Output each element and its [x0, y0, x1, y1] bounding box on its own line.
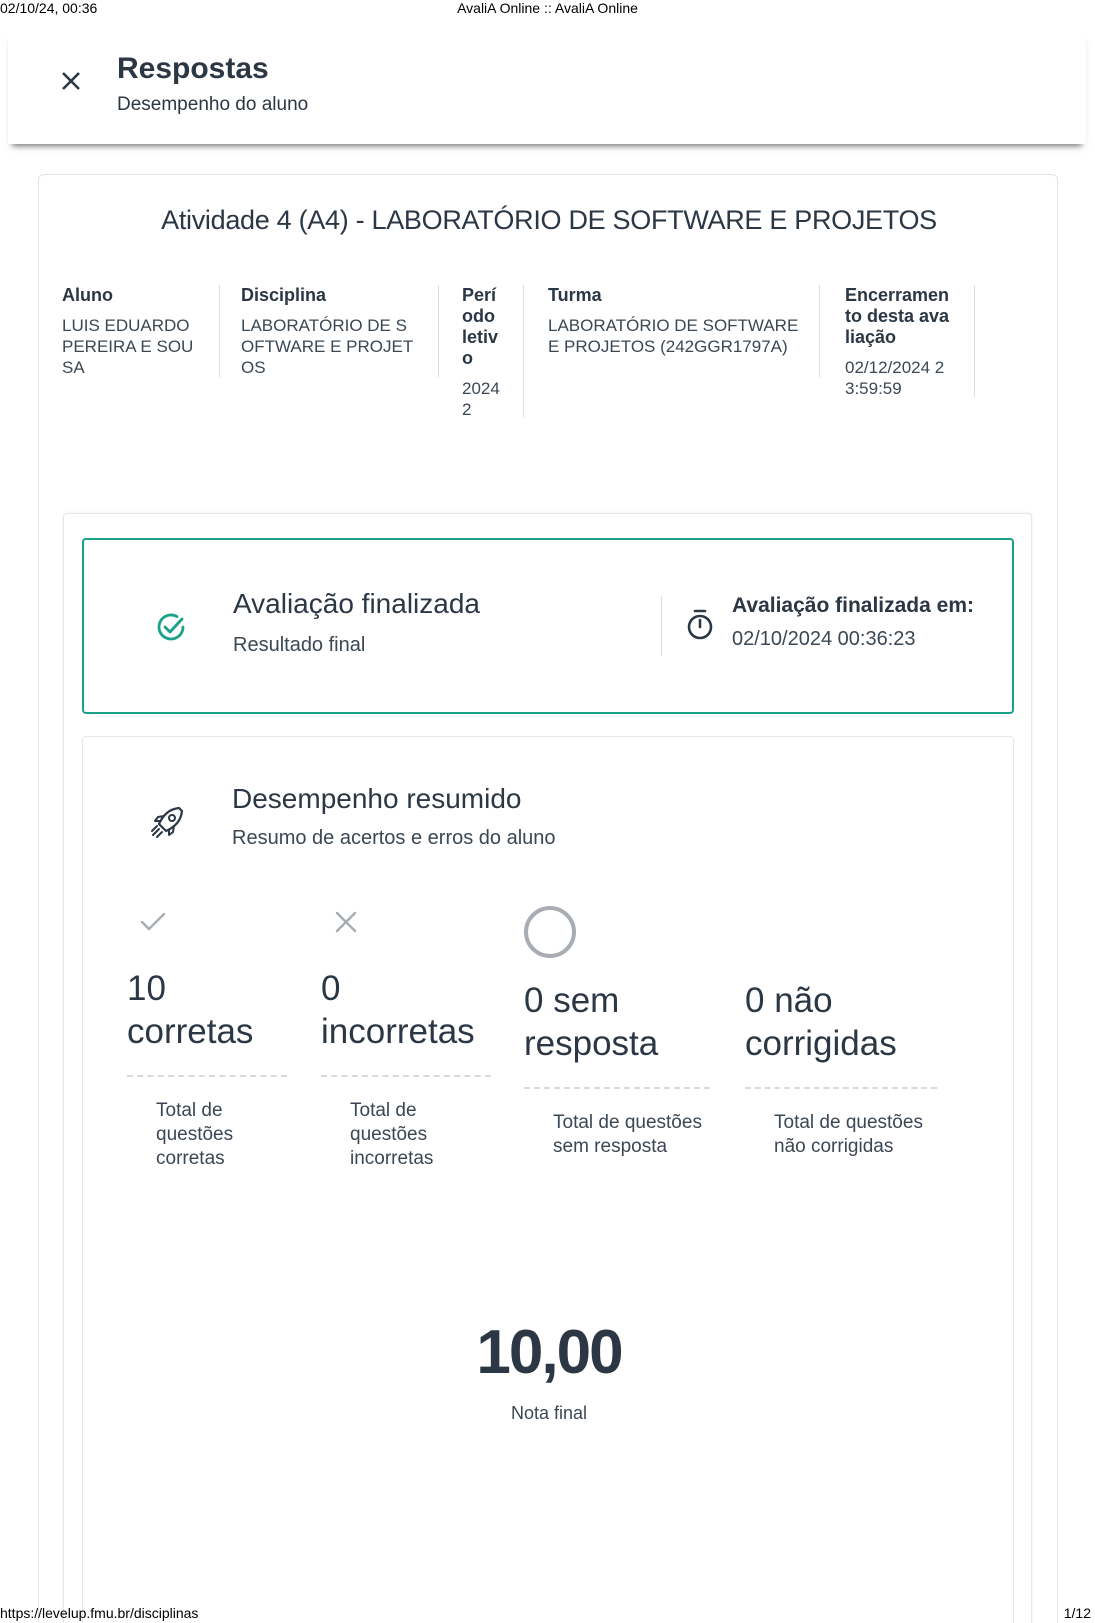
finished-value: 02/10/2024 00:36:23: [732, 628, 916, 650]
info-aluno: [62, 285, 220, 377]
stat-divider: [321, 1075, 491, 1077]
info-periodo: [462, 285, 524, 417]
info-label: Encerramento desta avaliação: [845, 285, 950, 347]
stat-correct-desc: Total de questões corretas: [156, 1100, 234, 1169]
info-disciplina: [241, 285, 439, 377]
close-button[interactable]: [54, 64, 88, 98]
info-label: Aluno: [62, 285, 113, 305]
info-value: 02/12/2024 23:59:59: [845, 358, 945, 398]
summary-card: [82, 736, 1014, 1623]
print-footer: [0, 1603, 1095, 1623]
status-card: [82, 538, 1014, 714]
stat-incorrect-desc: Total de questões incorretas: [350, 1100, 434, 1169]
info-value: LUIS EDUARDO PEREIRA E SOUSA: [62, 316, 194, 377]
stat-divider: [745, 1087, 937, 1089]
stat-uncorrected-value: 0 não corrigidas: [745, 981, 897, 1063]
info-label: Período letivo: [462, 285, 499, 368]
activity-card: [38, 174, 1058, 1623]
status-subtitle: Resultado final: [233, 634, 366, 656]
stat-unanswered-value: 0 sem resposta: [524, 981, 659, 1063]
info-value: LABORATÓRIO DE SOFTWARE E PROJETOS: [241, 316, 414, 377]
print-page-number: 1/12: [1063, 1605, 1091, 1621]
page-subtitle: Desempenho do aluno: [117, 94, 309, 115]
info-label: Disciplina: [241, 285, 327, 305]
print-header: [0, 0, 1095, 18]
summary-title: Desempenho resumido: [232, 783, 522, 814]
print-datetime: 02/10/24, 00:36: [0, 0, 98, 16]
finished-label: Avaliação finalizada em:: [732, 594, 974, 617]
info-encerramento: [845, 285, 975, 397]
stat-uncorrected-desc: Total de questões não corrigidas: [774, 1112, 923, 1157]
circle-icon: [523, 905, 577, 959]
top-bar: [8, 30, 1086, 144]
final-grade-label: Nota final: [510, 1403, 588, 1423]
stat-divider: [524, 1087, 710, 1089]
check-circle-icon: [154, 610, 188, 644]
rocket-icon: [149, 803, 187, 841]
final-grade: 10,00: [476, 1318, 622, 1387]
status-divider: [661, 596, 662, 656]
cross-icon: [331, 907, 361, 937]
print-title: AvaliA Online :: AvaliA Online: [457, 0, 638, 16]
info-label: Turma: [548, 285, 602, 305]
print-url: https://levelup.fmu.br/disciplinas: [0, 1605, 199, 1621]
activity-title: Atividade 4 (A4) - LABORATÓRIO DE SOFTWARE E PROJETOS: [161, 205, 937, 235]
stat-divider: [127, 1075, 287, 1077]
status-title: Avaliação finalizada: [233, 588, 480, 619]
stat-correct-value: 10 corretas: [127, 969, 254, 1051]
stat-unanswered-desc: Total de questões sem resposta: [553, 1112, 702, 1157]
check-icon: [138, 907, 168, 937]
stat-incorrect-value: 0 incorretas: [321, 969, 475, 1051]
info-turma: [548, 285, 820, 377]
info-value: LABORATÓRIO DE SOFTWARE E PROJETOS (242GGR1797A): [548, 316, 799, 356]
summary-subtitle: Resumo de acertos e erros do aluno: [232, 827, 556, 849]
page-title: Respostas: [117, 52, 269, 85]
close-icon: [54, 64, 88, 98]
info-value: 20242: [462, 379, 500, 419]
results-panel: [63, 513, 1032, 1623]
timer-icon: [684, 608, 716, 642]
